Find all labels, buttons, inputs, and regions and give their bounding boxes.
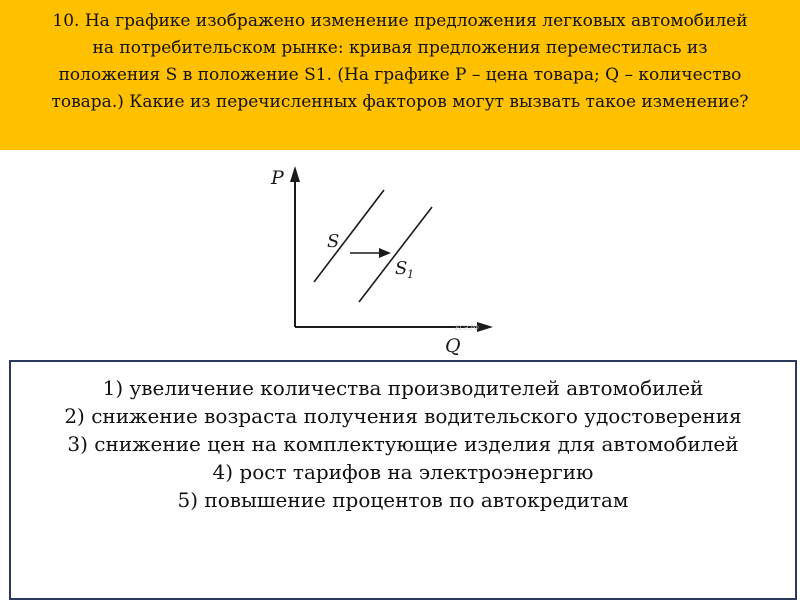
answer-option-4: 4) рост тарифов на электроэнергию bbox=[212, 460, 594, 484]
curve-s1-label: S bbox=[395, 258, 408, 279]
diagram-svg bbox=[255, 160, 525, 360]
curve-s1-subscript: 1 bbox=[407, 268, 414, 281]
q-axis-label: Q bbox=[445, 335, 461, 357]
answer-option-1: 1) увеличение количества производителей автомобилей bbox=[102, 376, 704, 400]
p-axis-label: P bbox=[271, 167, 284, 189]
shift-arrowhead bbox=[379, 248, 391, 258]
curve-s-label: S bbox=[327, 231, 340, 252]
q-axis-arrowhead bbox=[477, 322, 493, 332]
question-text: 10. На графике изображено изменение предложения легковых автомобилей на потребительском рынке: кривая предложения переместилась из положения S в положение S1. (На графике P – цена товара; Q – количество товара.) Какие из перечисленных факторов могут вызвать такое изменение? bbox=[51, 11, 749, 112]
answer-option-2: 2) снижение возраста получения водительского удостоверения bbox=[64, 404, 742, 428]
answer-option-3: 3) снижение цен на комплектующие изделия для автомобилей bbox=[67, 432, 739, 456]
answer-option-5: 5) повышение процентов по автокредитам bbox=[177, 488, 629, 512]
question-banner bbox=[0, 0, 800, 150]
answer-options-box bbox=[9, 360, 797, 600]
supply-shift-diagram bbox=[255, 160, 525, 360]
supply-curve-s1 bbox=[359, 207, 432, 302]
p-axis-arrowhead bbox=[290, 166, 300, 182]
watermark: ЕГЭ.РФ bbox=[455, 325, 479, 332]
supply-curve-s bbox=[314, 190, 384, 282]
